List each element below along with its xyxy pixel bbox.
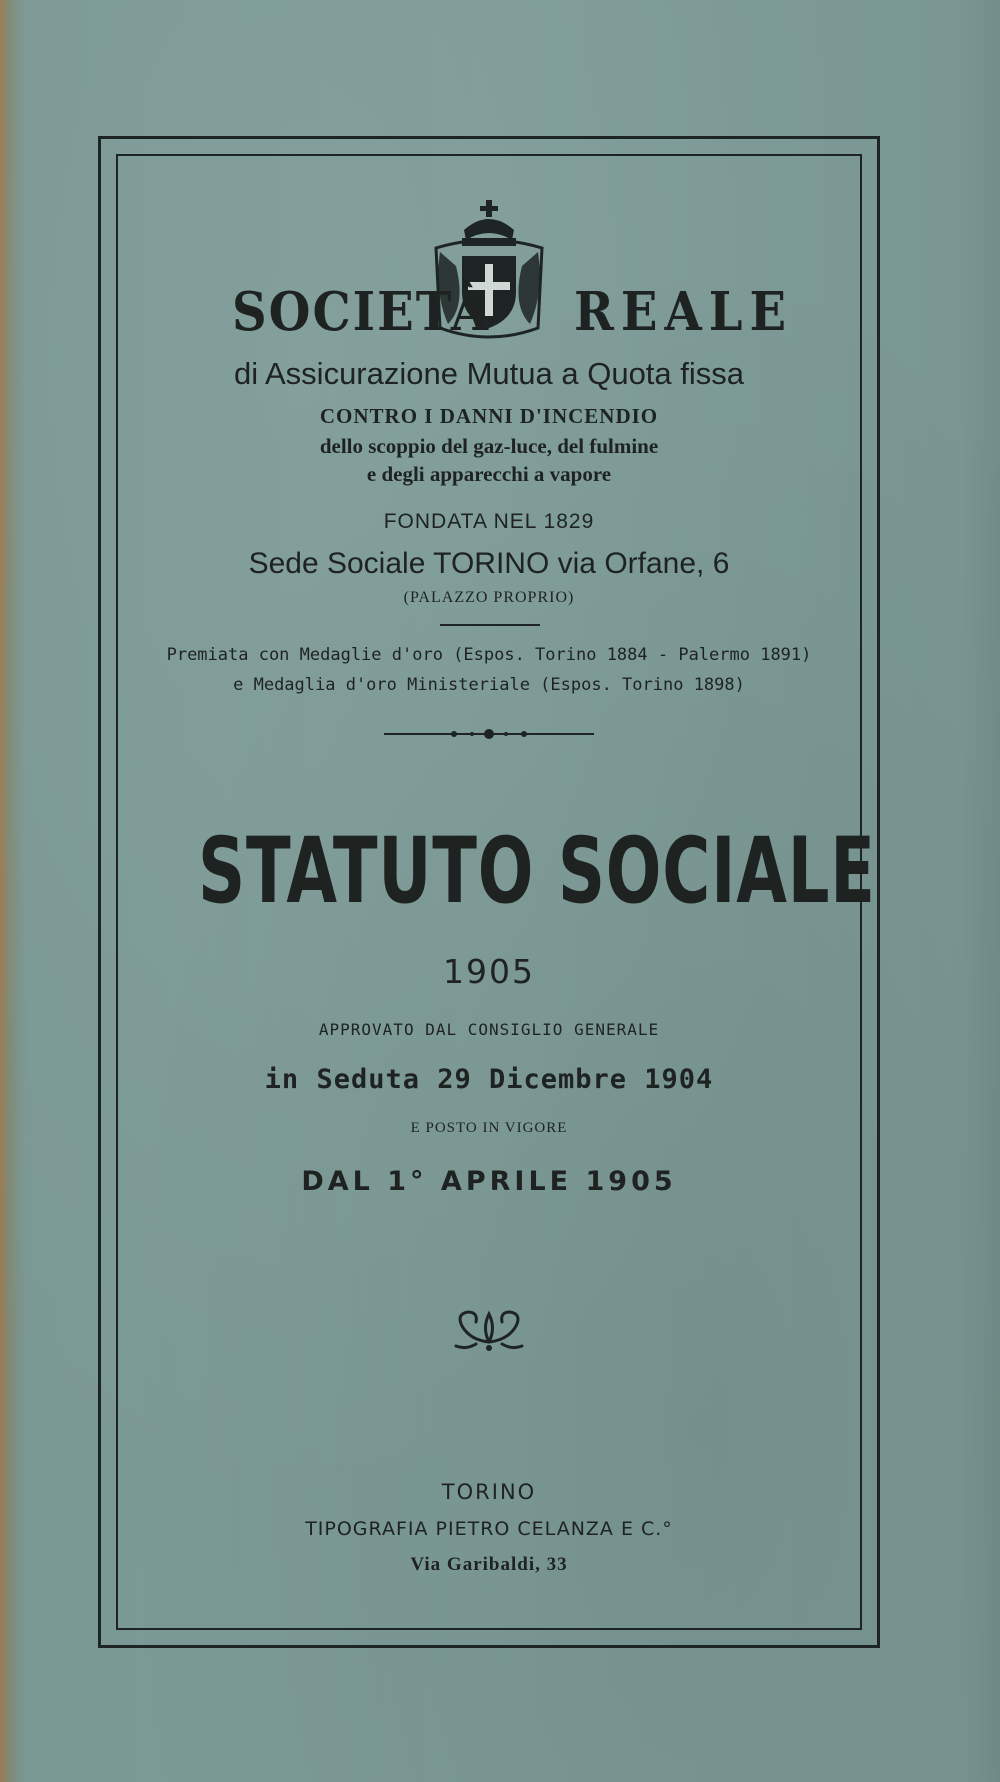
printer-name: TIPOGRAFIA PIETRO CELANZA E C.° [305, 1518, 673, 1540]
award-line-1: Premiata con Medaglie d'oro (Espos. Torino 1884 - Palermo 1891) [166, 645, 812, 665]
printer-city: TORINO [441, 1480, 537, 1504]
company-subtitle: di Assicurazione Mutua a Quota fissa [233, 356, 745, 391]
printer-address: Via Garibaldi, 33 [410, 1554, 568, 1575]
founded-line: FONDATA NEL 1829 [383, 510, 595, 533]
effective-date-line: DAL 1° APRILE 1905 [301, 1166, 677, 1197]
seat-line: Sede Sociale TORINO via Orfane, 6 [248, 547, 730, 580]
palace-line: (PALAZZO PROPRIO) [403, 589, 575, 606]
coverage-heading: CONTRO I DANNI D'INCENDIO [319, 404, 659, 428]
dotted-rule-ornament [384, 726, 594, 742]
reale-word: REALE [574, 280, 794, 344]
societa-word: SOCIETÀ [232, 280, 491, 344]
posted-line: E POSTO IN VIGORE [410, 1120, 568, 1136]
session-line: in Seduta 29 Dicembre 1904 [264, 1064, 714, 1095]
award-line-2: e Medaglia d'oro Ministeriale (Espos. Torino 1898) [233, 675, 745, 695]
coverage-line-2: e degli apparecchi a vapore [366, 462, 612, 486]
floral-flourish-icon [448, 1298, 530, 1354]
coverage-line-1: dello scoppio del gaz-luce, del fulmine [319, 434, 659, 458]
approved-line: APPROVATO DAL CONSIGLIO GENERALE [318, 1020, 660, 1039]
document-year: 1905 [443, 952, 535, 991]
divider-rule [440, 624, 540, 626]
document-title: STATUTO SOCIALE [198, 818, 876, 924]
